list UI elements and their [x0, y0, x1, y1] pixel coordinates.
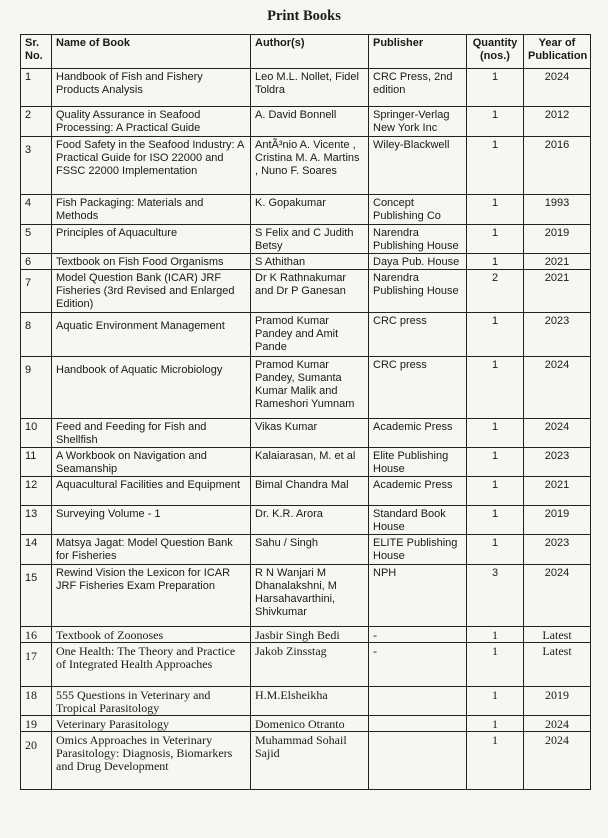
cell-quantity: 1 — [467, 687, 524, 716]
cell-year: 2024 — [524, 716, 591, 732]
cell-year: 2023 — [524, 448, 591, 477]
cell-name: Rewind Vision the Lexicon for ICAR JRF Fisheries Exam Preparation — [52, 565, 251, 627]
header-name: Name of Book — [52, 35, 251, 69]
cell-quantity: 1 — [467, 643, 524, 687]
cell-author: S Felix and C Judith Betsy — [251, 225, 369, 254]
cell-sr: 1 — [21, 69, 52, 107]
books-table — [20, 34, 591, 790]
cell-quantity: 1 — [467, 627, 524, 643]
table-row — [21, 137, 591, 195]
cell-name: Surveying Volume - 1 — [52, 506, 251, 535]
cell-name: Aquacultural Facilities and Equipment — [52, 477, 251, 506]
cell-year: 2023 — [524, 535, 591, 565]
cell-year: 2016 — [524, 137, 591, 195]
cell-author: Sahu / Singh — [251, 535, 369, 565]
cell-publisher: ELITE Publishing House — [369, 535, 467, 565]
cell-sr: 16 — [21, 627, 52, 643]
cell-year: Latest — [524, 643, 591, 687]
cell-sr: 17 — [21, 643, 52, 687]
cell-name: Handbook of Fish and Fishery Products Analysis — [52, 69, 251, 107]
table-row — [21, 627, 591, 643]
cell-publisher: Standard Book House — [369, 506, 467, 535]
cell-publisher: CRC press — [369, 357, 467, 419]
cell-quantity: 1 — [467, 313, 524, 357]
cell-year: 2012 — [524, 107, 591, 137]
cell-name: Veterinary Parasitology — [52, 716, 251, 732]
table-row — [21, 643, 591, 687]
cell-publisher: Academic Press — [369, 419, 467, 448]
cell-author: AntÃ³nio A. Vicente , Cristina M. A. Martins , Nuno F. Soares — [251, 137, 369, 195]
cell-author: Vikas Kumar — [251, 419, 369, 448]
cell-quantity: 1 — [467, 254, 524, 270]
cell-author: Bimal Chandra Mal — [251, 477, 369, 506]
cell-quantity: 1 — [467, 732, 524, 790]
cell-name: Handbook of Aquatic Microbiology — [52, 357, 251, 419]
cell-name: 555 Questions in Veterinary and Tropical Parasitology — [52, 687, 251, 716]
cell-author: Muhammad Sohail Sajid — [251, 732, 369, 790]
cell-name: Quality Assurance in Seafood Processing: A Practical Guide — [52, 107, 251, 137]
table-row — [21, 477, 591, 506]
cell-sr: 5 — [21, 225, 52, 254]
cell-author: K. Gopakumar — [251, 195, 369, 225]
cell-sr: 9 — [21, 357, 52, 419]
header-year: Year of Publication — [524, 35, 591, 69]
cell-publisher: Elite Publishing House — [369, 448, 467, 477]
table-row — [21, 270, 591, 313]
cell-name: Feed and Feeding for Fish and Shellfish — [52, 419, 251, 448]
cell-quantity: 1 — [467, 107, 524, 137]
cell-year: 1993 — [524, 195, 591, 225]
cell-name: A Workbook on Navigation and Seamanship — [52, 448, 251, 477]
cell-year: 2024 — [524, 565, 591, 627]
table-row — [21, 107, 591, 137]
cell-publisher: Springer-Verlag New York Inc — [369, 107, 467, 137]
table-row — [21, 716, 591, 732]
cell-quantity: 1 — [467, 69, 524, 107]
cell-sr: 10 — [21, 419, 52, 448]
cell-name: Omics Approaches in Veterinary Parasitology: Diagnosis, Biomarkers and Drug Development — [52, 732, 251, 790]
cell-author: R N Wanjari M Dhanalakshni, M Harsahavarthini, Shivkumar — [251, 565, 369, 627]
cell-quantity: 1 — [467, 419, 524, 448]
table-header-row — [21, 35, 591, 69]
cell-sr: 20 — [21, 732, 52, 790]
cell-publisher — [369, 687, 467, 716]
cell-sr: 15 — [21, 565, 52, 627]
cell-sr: 14 — [21, 535, 52, 565]
cell-sr: 12 — [21, 477, 52, 506]
cell-author: Dr K Rathnakumar and Dr P Ganesan — [251, 270, 369, 313]
table-row — [21, 506, 591, 535]
cell-sr: 2 — [21, 107, 52, 137]
cell-year: 2021 — [524, 254, 591, 270]
table-row — [21, 419, 591, 448]
cell-author: Kalaiarasan, M. et al — [251, 448, 369, 477]
cell-year: 2024 — [524, 419, 591, 448]
cell-year: 2021 — [524, 270, 591, 313]
cell-year: 2023 — [524, 313, 591, 357]
cell-author: H.M.Elsheikha — [251, 687, 369, 716]
cell-sr: 6 — [21, 254, 52, 270]
cell-sr: 11 — [21, 448, 52, 477]
cell-author: Pramod Kumar Pandey, Sumanta Kumar Malik and Rameshori Yumnam — [251, 357, 369, 419]
cell-quantity: 1 — [467, 225, 524, 254]
cell-quantity: 2 — [467, 270, 524, 313]
cell-quantity: 1 — [467, 448, 524, 477]
cell-publisher: Academic Press — [369, 477, 467, 506]
table-row — [21, 732, 591, 790]
cell-author: S Athithan — [251, 254, 369, 270]
cell-publisher: Wiley-Blackwell — [369, 137, 467, 195]
cell-author: Dr. K.R. Arora — [251, 506, 369, 535]
cell-quantity: 1 — [467, 506, 524, 535]
cell-quantity: 1 — [467, 137, 524, 195]
cell-name: Fish Packaging: Materials and Methods — [52, 195, 251, 225]
cell-name: Food Safety in the Seafood Industry: A Practical Guide for ISO 22000 and FSSC 22000 Implementation — [52, 137, 251, 195]
table-row — [21, 357, 591, 419]
cell-sr: 7 — [21, 270, 52, 313]
cell-year: 2019 — [524, 687, 591, 716]
cell-publisher: Concept Publishing Co — [369, 195, 467, 225]
cell-publisher: Narendra Publishing House — [369, 270, 467, 313]
cell-author: Jakob Zinsstag — [251, 643, 369, 687]
cell-sr: 13 — [21, 506, 52, 535]
cell-publisher — [369, 716, 467, 732]
cell-quantity: 1 — [467, 535, 524, 565]
cell-year: 2024 — [524, 357, 591, 419]
cell-quantity: 3 — [467, 565, 524, 627]
table-row — [21, 195, 591, 225]
cell-quantity: 1 — [467, 716, 524, 732]
cell-name: Principles of Aquaculture — [52, 225, 251, 254]
cell-publisher: NPH — [369, 565, 467, 627]
cell-author: Pramod Kumar Pandey and Amit Pande — [251, 313, 369, 357]
cell-sr: 8 — [21, 313, 52, 357]
table-row — [21, 565, 591, 627]
table-row — [21, 687, 591, 716]
cell-year: 2021 — [524, 477, 591, 506]
cell-sr: 18 — [21, 687, 52, 716]
cell-publisher: Narendra Publishing House — [369, 225, 467, 254]
cell-name: Model Question Bank (ICAR) JRF Fisheries (3rd Revised and Enlarged Edition) — [52, 270, 251, 313]
cell-year: 2019 — [524, 506, 591, 535]
cell-sr: 19 — [21, 716, 52, 732]
page-title: Print Books — [267, 8, 341, 24]
cell-quantity: 1 — [467, 195, 524, 225]
cell-name: Textbook of Zoonoses — [52, 627, 251, 643]
table-row — [21, 254, 591, 270]
header-publisher: Publisher — [369, 35, 467, 69]
cell-name: Textbook on Fish Food Organisms — [52, 254, 251, 270]
cell-name: One Health: The Theory and Practice of Integrated Health Approaches — [52, 643, 251, 687]
cell-year: Latest — [524, 627, 591, 643]
table-row — [21, 225, 591, 254]
cell-sr: 3 — [21, 137, 52, 195]
cell-year: 2019 — [524, 225, 591, 254]
header-quantity: Quantity (nos.) — [467, 35, 524, 69]
cell-author: Domenico Otranto — [251, 716, 369, 732]
cell-publisher: Daya Pub. House — [369, 254, 467, 270]
header-author: Author(s) — [251, 35, 369, 69]
cell-author: A. David Bonnell — [251, 107, 369, 137]
cell-year: 2024 — [524, 69, 591, 107]
header-sr: Sr. No. — [21, 35, 52, 69]
cell-author: Jasbir Singh Bedi — [251, 627, 369, 643]
cell-publisher: - — [369, 627, 467, 643]
cell-quantity: 1 — [467, 357, 524, 419]
cell-name: Aquatic Environment Management — [52, 313, 251, 357]
cell-author: Leo M.L. Nollet, Fidel Toldra — [251, 69, 369, 107]
cell-year: 2024 — [524, 732, 591, 790]
cell-quantity: 1 — [467, 477, 524, 506]
cell-publisher — [369, 732, 467, 790]
table-row — [21, 535, 591, 565]
table-row — [21, 313, 591, 357]
cell-name: Matsya Jagat: Model Question Bank for Fisheries — [52, 535, 251, 565]
table-row — [21, 69, 591, 107]
table-row — [21, 448, 591, 477]
cell-publisher: CRC press — [369, 313, 467, 357]
cell-sr: 4 — [21, 195, 52, 225]
cell-publisher: CRC Press, 2nd edition — [369, 69, 467, 107]
cell-publisher: - — [369, 643, 467, 687]
